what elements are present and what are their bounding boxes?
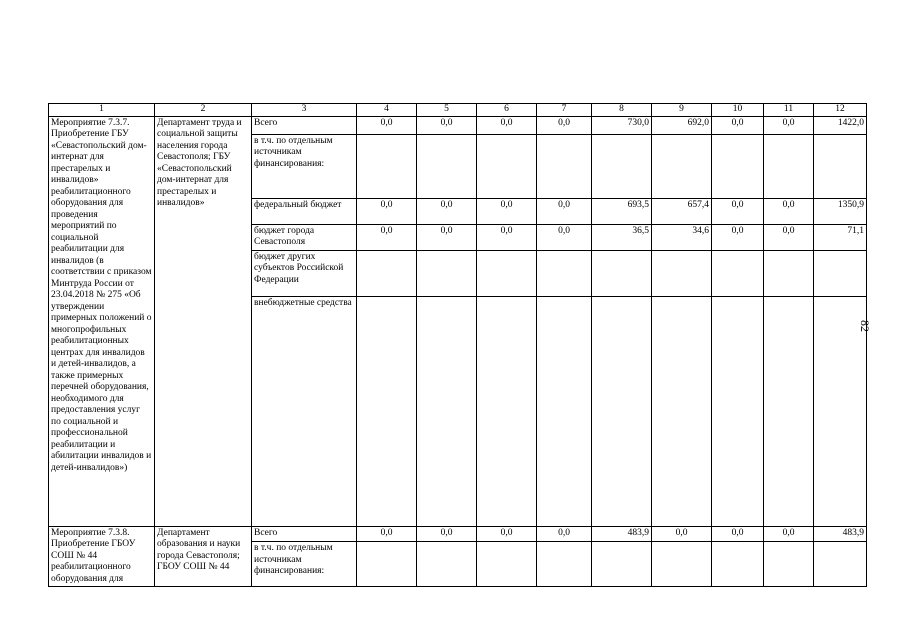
value-cell: 483,9 <box>592 526 652 542</box>
value-cell <box>652 250 712 296</box>
value-cell: 0,0 <box>764 224 814 250</box>
value-cell: 34,6 <box>652 224 712 250</box>
value-cell: 0,0 <box>537 116 592 134</box>
value-cell: 0,0 <box>537 224 592 250</box>
value-cell: 1422,0 <box>814 116 867 134</box>
value-cell: 0,0 <box>417 198 477 224</box>
column-header: 4 <box>357 104 417 117</box>
value-cell <box>417 296 477 526</box>
value-cell: 0,0 <box>477 224 537 250</box>
column-header: 6 <box>477 104 537 117</box>
value-cell <box>712 134 764 198</box>
column-header: 12 <box>814 104 867 117</box>
value-cell <box>764 542 814 587</box>
page-number: 82 <box>858 320 872 332</box>
value-cell <box>357 134 417 198</box>
funding-source: в т.ч. по отдельным источникам финансирования: <box>252 134 357 198</box>
value-cell: 0,0 <box>652 526 712 542</box>
value-cell: 0,0 <box>417 526 477 542</box>
value-cell <box>814 134 867 198</box>
value-cell: 0,0 <box>712 224 764 250</box>
value-cell <box>814 542 867 587</box>
value-cell <box>537 250 592 296</box>
value-cell: 0,0 <box>764 198 814 224</box>
value-cell <box>477 134 537 198</box>
funding-source: Всего <box>252 116 357 134</box>
value-cell <box>357 296 417 526</box>
value-cell <box>592 542 652 587</box>
value-cell <box>592 250 652 296</box>
value-cell <box>477 542 537 587</box>
value-cell: 0,0 <box>357 198 417 224</box>
value-cell <box>712 296 764 526</box>
value-cell: 0,0 <box>357 526 417 542</box>
table-row <box>49 526 867 542</box>
measure-name: Мероприятие 7.3.8. Приобретение ГБОУ СОШ № 44 реабилитационного оборудования для <box>49 526 155 587</box>
value-cell <box>592 296 652 526</box>
value-cell <box>417 542 477 587</box>
value-cell: 0,0 <box>477 116 537 134</box>
value-cell: 483,9 <box>814 526 867 542</box>
column-header: 5 <box>417 104 477 117</box>
value-cell: 0,0 <box>537 198 592 224</box>
value-cell: 0,0 <box>537 526 592 542</box>
column-header: 11 <box>764 104 814 117</box>
value-cell <box>477 296 537 526</box>
value-cell <box>712 250 764 296</box>
value-cell <box>764 250 814 296</box>
value-cell: 0,0 <box>712 526 764 542</box>
value-cell: 657,4 <box>652 198 712 224</box>
value-cell <box>417 250 477 296</box>
value-cell: 0,0 <box>417 224 477 250</box>
measure-executor: Департамент образования и науки города Севастополя; ГБОУ СОШ № 44 <box>155 526 252 587</box>
value-cell: 0,0 <box>764 526 814 542</box>
value-cell: 0,0 <box>357 116 417 134</box>
value-cell: 0,0 <box>357 224 417 250</box>
value-cell <box>764 296 814 526</box>
value-cell <box>357 542 417 587</box>
funding-source: бюджет других субъектов Российской Федерации <box>252 250 357 296</box>
value-cell: 0,0 <box>712 198 764 224</box>
value-cell: 0,0 <box>477 526 537 542</box>
value-cell: 692,0 <box>652 116 712 134</box>
value-cell: 0,0 <box>712 116 764 134</box>
column-number-row <box>49 104 867 117</box>
funding-source: внебюджетные средства <box>252 296 357 526</box>
column-header: 10 <box>712 104 764 117</box>
value-cell <box>814 296 867 526</box>
column-header: 7 <box>537 104 592 117</box>
value-cell: 36,5 <box>592 224 652 250</box>
measure-executor: Департамент труда и социальной защиты населения города Севастополя; ГБУ «Севастопольский дом-интернат для престарелых и инвалидов» <box>155 116 252 526</box>
value-cell: 730,0 <box>592 116 652 134</box>
value-cell <box>477 250 537 296</box>
funding-source: Всего <box>252 526 357 542</box>
column-header: 8 <box>592 104 652 117</box>
column-header: 2 <box>155 104 252 117</box>
value-cell <box>652 134 712 198</box>
value-cell: 0,0 <box>417 116 477 134</box>
value-cell: 693,5 <box>592 198 652 224</box>
financing-table <box>48 103 867 587</box>
value-cell: 1350,9 <box>814 198 867 224</box>
value-cell: 0,0 <box>764 116 814 134</box>
value-cell <box>537 542 592 587</box>
value-cell <box>652 296 712 526</box>
column-header: 1 <box>49 104 155 117</box>
value-cell: 71,1 <box>814 224 867 250</box>
value-cell <box>652 542 712 587</box>
value-cell <box>357 250 417 296</box>
value-cell <box>712 542 764 587</box>
value-cell <box>764 134 814 198</box>
column-header: 9 <box>652 104 712 117</box>
value-cell <box>537 134 592 198</box>
value-cell <box>537 296 592 526</box>
value-cell <box>814 250 867 296</box>
value-cell <box>417 134 477 198</box>
measure-name: Мероприятие 7.3.7. Приобретение ГБУ «Севастопольский дом-интернат для престарелых и инвалидов» реабилитационного оборудования для проведения мероприятий по социальной реабилитации для инвалидов (в соответствии с приказом Минтруда России от 23.04.2018 № 275 «Об утверждении примерных положений о многопрофильных реабилитационных центрах для инвалидов и детей-инвалидов, а также примерных перечней оборудования, необходимого для предоставления услуг по социальной и профессиональной реабилитации и абилитации инвалидов и детей-инвалидов») <box>49 116 155 526</box>
column-header: 3 <box>252 104 357 117</box>
funding-source: бюджет города Севастополя <box>252 224 357 250</box>
funding-source: в т.ч. по отдельным источникам финансирования: <box>252 542 357 587</box>
value-cell <box>592 134 652 198</box>
funding-source: федеральный бюджет <box>252 198 357 224</box>
table-row <box>49 116 867 134</box>
value-cell: 0,0 <box>477 198 537 224</box>
